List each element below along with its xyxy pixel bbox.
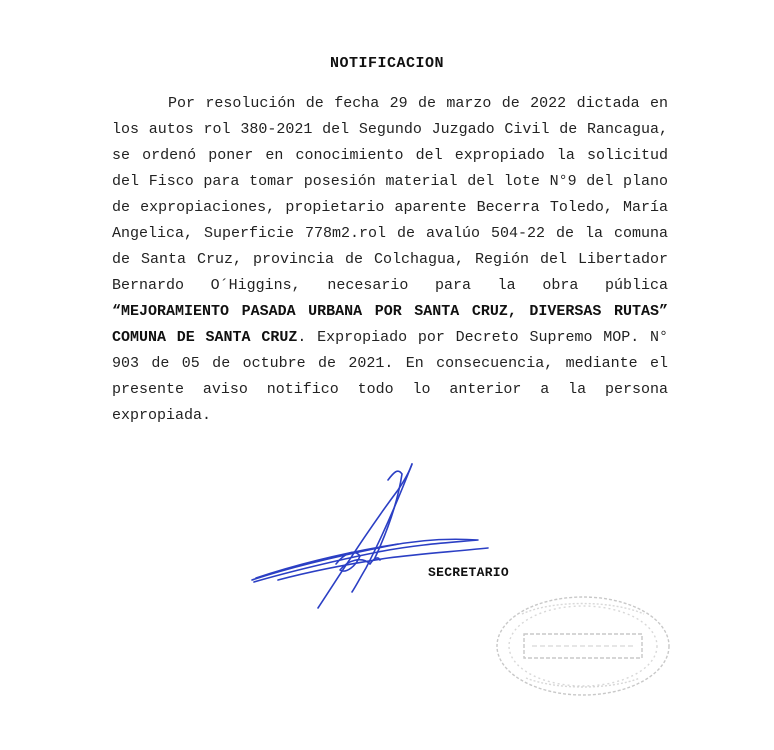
notification-paragraph (112, 91, 668, 429)
signature-role-label: SECRETARIO (428, 565, 510, 580)
document-title: NOTIFICACION (329, 55, 445, 72)
official-stamp (492, 592, 674, 700)
handwritten-signature (248, 460, 518, 620)
project-name: “MEJORAMIENTO PASADA URBANA POR SANTA CRUZ, DIVERSAS RUTAS” COMUNA DE SANTA CRUZ (112, 303, 668, 346)
notification-body (112, 91, 668, 429)
paragraph-text-after: . Expropiado por Decreto Supremo MOP. N° 903 de 05 de octubre de 2021. En consecuencia, mediante el presente aviso notifico todo lo anterior a la persona expropiada. (112, 329, 669, 424)
paragraph-text-before: Por resolución de fecha 29 de marzo de 2022 dictada en los autos rol 380-2021 del Segundo Juzgado Civil de Rancagua, se ordenó poner en conocimiento del expropiado la solicitud del Fisco para tomar posesión material del lote N°9 del plano de expropiaciones, propietario aparente Becerra Toledo, María Angelica, Superficie 778m2.rol de avalúo 504-22 de la comuna de Santa Cruz, provincia de Colchagua, Región del Libertador Bernardo O´Higgins, necesario para la obra pública (112, 95, 668, 294)
